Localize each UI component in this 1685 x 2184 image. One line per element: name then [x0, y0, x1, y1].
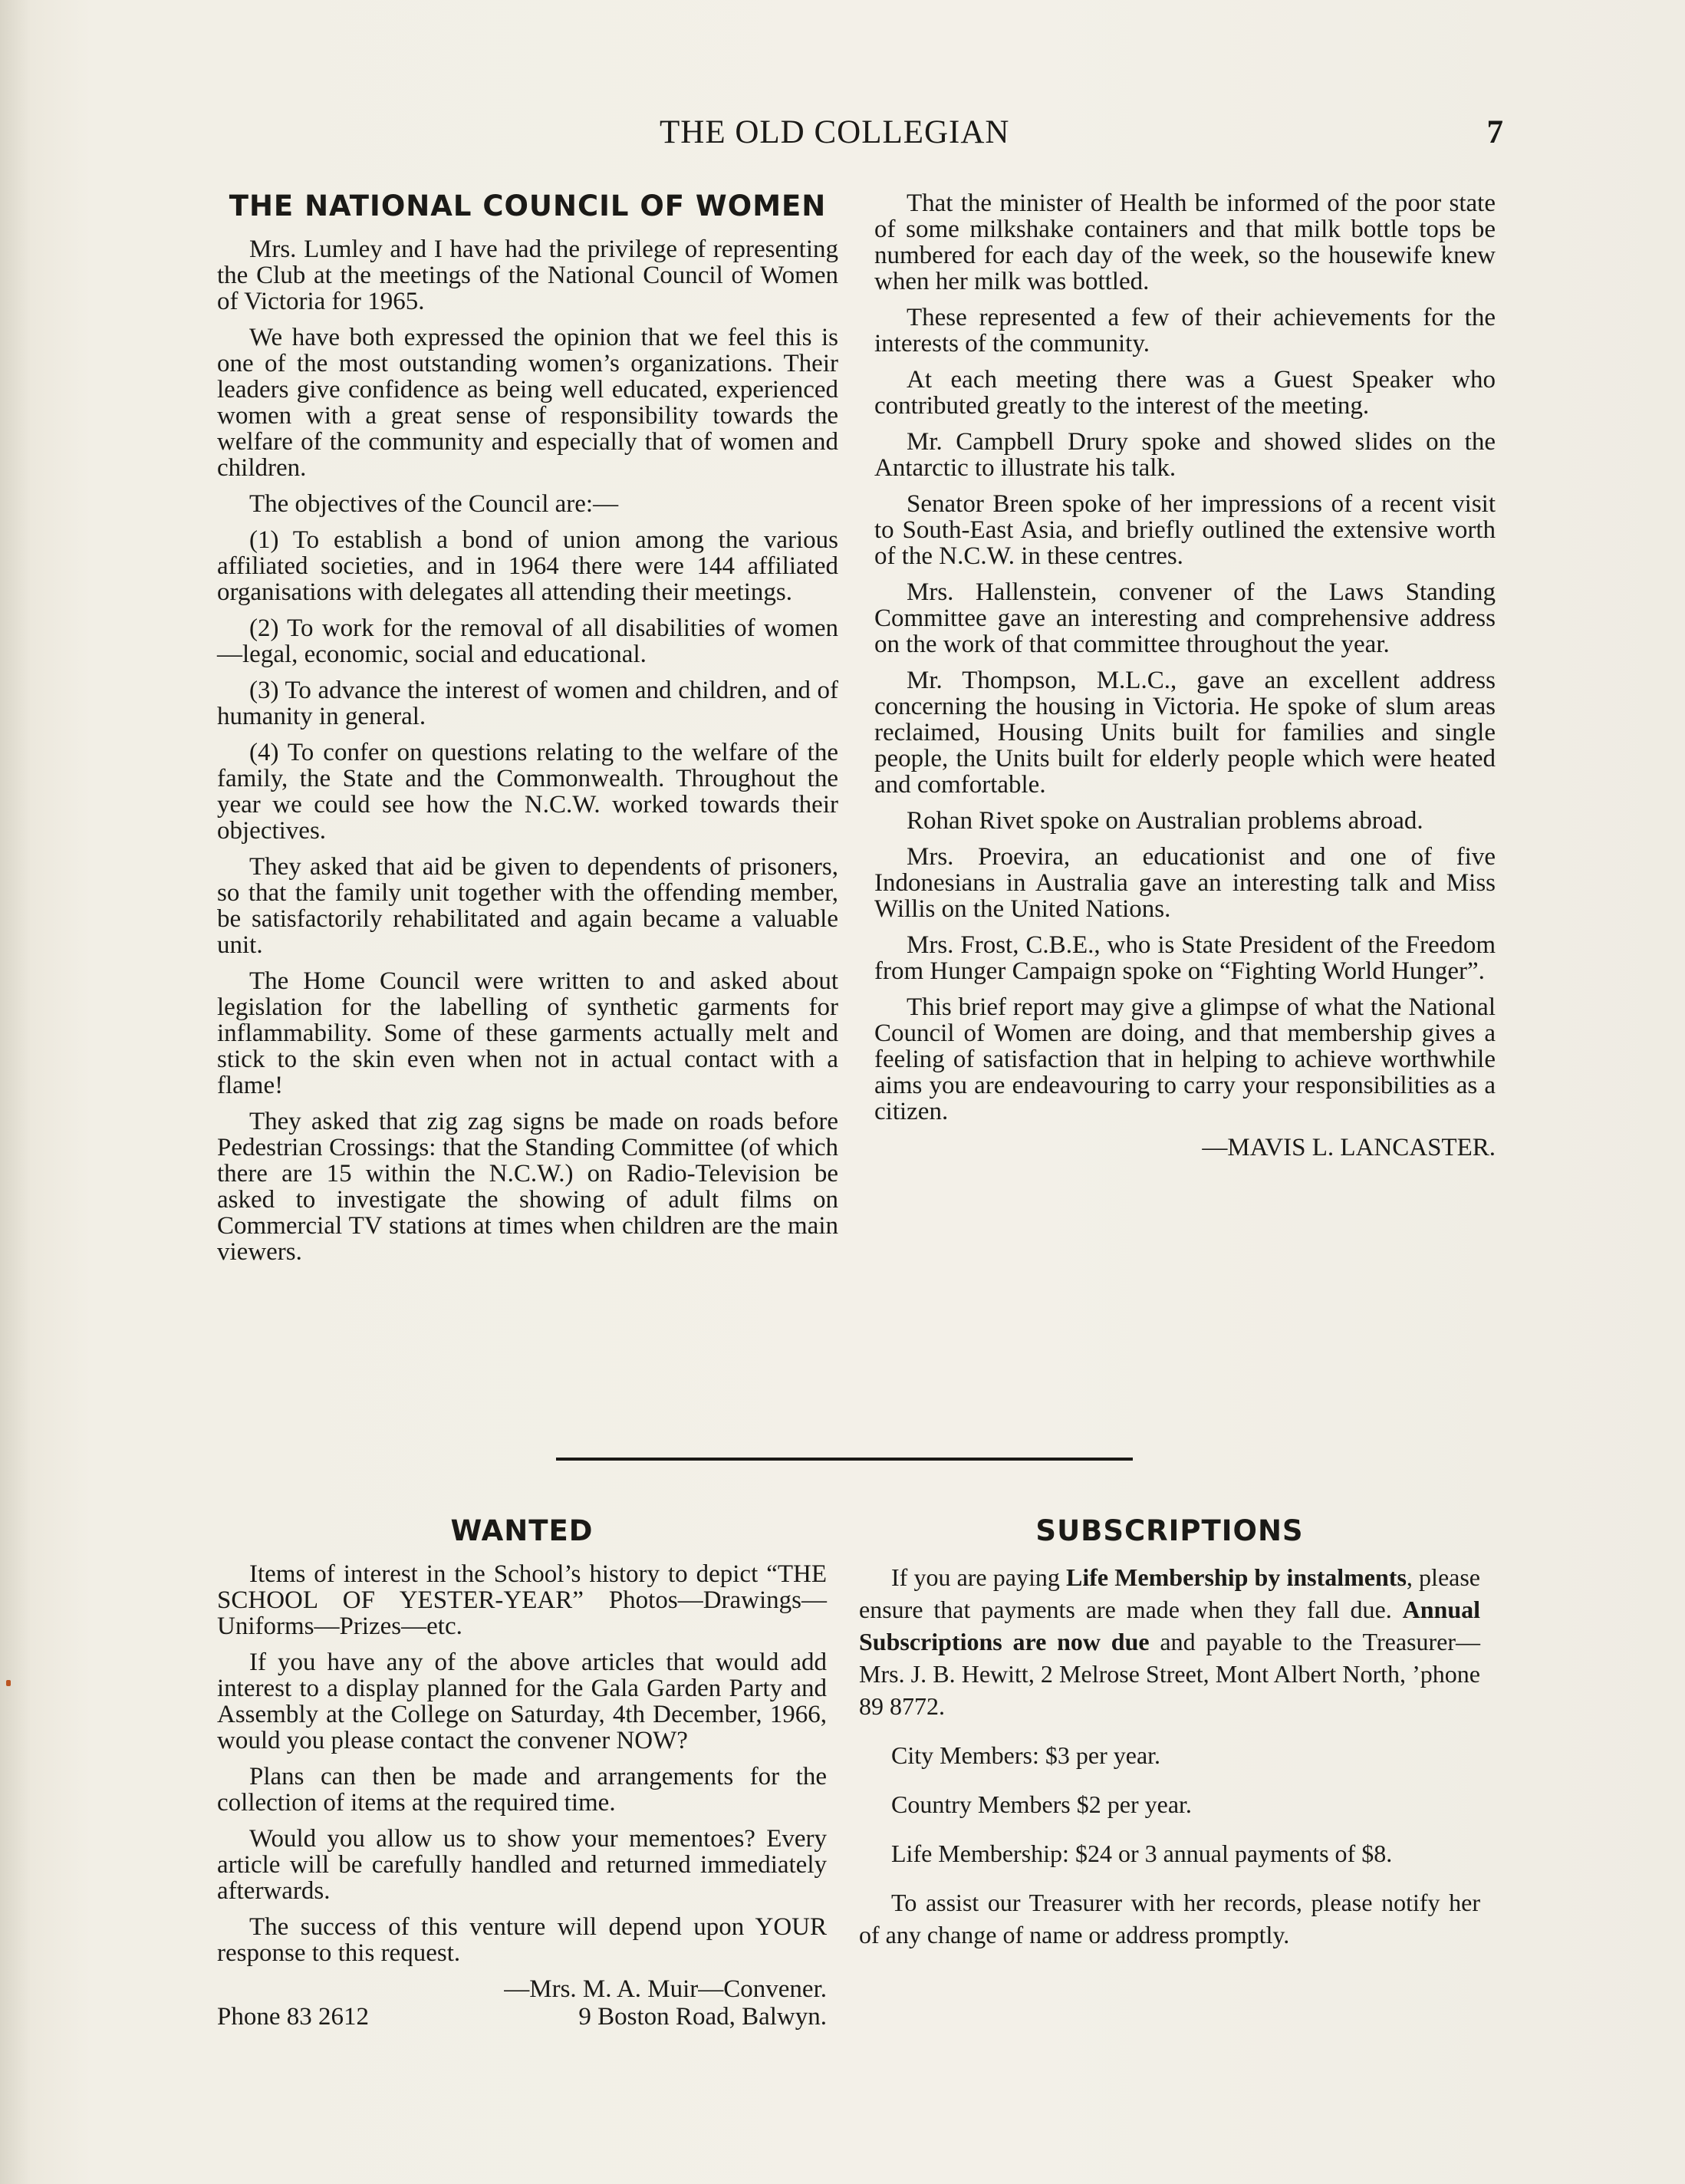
ncw-article-left-column [217, 190, 838, 1275]
wanted-paragraph: Plans can then be made and arrangements for the collection of items at the required time. [217, 1763, 827, 1817]
ncw-heading: THE NATIONAL COUNCIL OF WOMEN [229, 189, 827, 222]
wanted-paragraph: Would you allow us to show your mementoes? Every article will be carefully handled and returned immediately afterwards. [217, 1825, 827, 1905]
ncw-paragraph: (1) To establish a bond of union among the various affiliated societies, and in 1964 there were 144 affiliated organisations with delegates all attending their meetings. [217, 526, 838, 606]
ncw-paragraph: They asked that zig zag signs be made on roads before Pedestrian Crossings: that the Standing Committee (of which there are 15 within the N.C.W.) on Radio-Television be asked to investigate the showing of adult films on Commercial TV stations at times when children are the main viewers. [217, 1108, 838, 1266]
ncw-paragraph: At each meeting there was a Guest Speaker who contributed greatly to the interest of the meeting. [874, 366, 1496, 420]
ncw-paragraph: Mr. Thompson, M.L.C., gave an excellent address concerning the housing in Victoria. He spoke of slum areas reclaimed, Housing Units built for families and single people, the Units built for elderly people which were heated and comfortable. [874, 667, 1496, 799]
subs-text: If you are paying [891, 1563, 1066, 1591]
ncw-paragraph: Mrs. Hallenstein, convener of the Laws Standing Committee gave an interesting and comprehensive address on the work of that committee throughout the year. [874, 578, 1496, 658]
subs-text: , please ensure that payments are made when they fall due. [859, 1563, 1481, 1623]
ncw-paragraph: We have both expressed the opinion that we feel this is one of the most outstanding women’s organizations. Their leaders give confidence as being well educated, experienced women with a great sense of responsibility towards the welfare of the community and especially that of women and children. [217, 324, 838, 482]
page-header [660, 114, 1503, 160]
wanted-paragraph: The success of this venture will depend upon YOUR response to this request. [217, 1913, 827, 1967]
wanted-phone: Phone 83 2612 [217, 2003, 369, 2031]
subs-bold-text: Annual Subscriptions are now due [859, 1596, 1480, 1655]
subscriptions-notice [859, 1515, 1480, 1968]
page-edge-mark [6, 1680, 11, 1686]
ncw-paragraph: Mr. Campbell Drury spoke and showed slides on the Antarctic to illustrate his talk. [874, 428, 1496, 482]
subscriptions-paragraph [859, 1561, 1480, 1722]
running-title: THE OLD COLLEGIAN [660, 114, 1010, 150]
subs-life-rate: Life Membership: $24 or 3 annual payments of $8. [891, 1840, 1393, 1867]
ncw-paragraph: (4) To confer on questions relating to the welfare of the family, the State and the Commonwealth. Throughout the year we could see how the N.C.W. worked towards their objectives. [217, 739, 838, 845]
ncw-paragraph: Senator Breen spoke of her impressions of a recent visit to South-East Asia, and briefly outlined the extensive worth of the N.C.W. in these centres. [874, 490, 1496, 570]
wanted-address: 9 Boston Road, Balwyn. [578, 2003, 827, 2031]
subs-text: and payable to the Treasurer—Mrs. J. B. Hewitt, 2 Melrose Street, Mont Albert North, ’phone 89 8772. [859, 1628, 1481, 1720]
wanted-heading: WANTED [450, 1514, 594, 1547]
ncw-paragraph: That the minister of Health be informed of the poor state of some milkshake containers and that milk bottle tops be numbered for each day of the week, so the housewife knew when her milk was bottled. [874, 189, 1496, 295]
ncw-paragraph: Mrs. Lumley and I have had the privilege of representing the Club at the meetings of the National Council of Women of Victoria for 1965. [217, 236, 838, 315]
ncw-paragraph: These represented a few of their achievements for the interests of the community. [874, 304, 1496, 357]
subscriptions-heading: SUBSCRIPTIONS [1035, 1514, 1304, 1547]
wanted-paragraph: If you have any of the above articles that would add interest to a display planned for the Gala Garden Party and Assembly at the College on Saturday, 4th December, 1966, would you please contact the convener NOW? [217, 1649, 827, 1754]
ncw-paragraph: The objectives of the Council are:— [249, 490, 619, 518]
wanted-contact-line [217, 2004, 827, 2030]
ncw-paragraph: They asked that aid be given to dependents of prisoners, so that the family unit together with the offending member, be satisfactorily rehabilitated and again became a valuable unit. [217, 853, 838, 959]
ncw-paragraph: Mrs. Frost, C.B.E., who is State President of the Freedom from Hunger Campaign spoke on “Fighting World Hunger”. [874, 931, 1496, 985]
subs-closing: To assist our Treasurer with her records, please notify her of any change of name or address promptly. [859, 1889, 1480, 1948]
ncw-paragraph: (3) To advance the interest of women and children, and of humanity in general. [217, 677, 838, 730]
ncw-paragraph: This brief report may give a glimpse of what the National Council of Women are doing, and that membership gives a feeling of satisfaction that in helping to achieve worthwhile aims you are endeavouring to carry your responsibilities as a citizen. [874, 993, 1496, 1125]
subs-country-rate: Country Members $2 per year. [891, 1790, 1192, 1818]
ncw-paragraph: Mrs. Proevira, an educationist and one of five Indonesians in Australia gave an interesting talk and Miss Willis on the United Nations. [874, 843, 1496, 923]
ncw-paragraph: (2) To work for the removal of all disabilities of women—legal, economic, social and educational. [217, 614, 838, 668]
ncw-signature: —MAVIS L. LANCASTER. [1202, 1134, 1496, 1161]
section-divider [556, 1458, 1133, 1461]
wanted-paragraph: Items of interest in the School’s history to depict “THE SCHOOL OF YESTER-YEAR” Photos—Drawings—Uniforms—Prizes—etc. [217, 1560, 827, 1640]
ncw-paragraph: The Home Council were written to and asked about legislation for the labelling of synthetic garments for inflammability. Some of these garments actually melt and stick to the skin even when not in actual contact with a flame! [217, 967, 838, 1099]
wanted-notice [217, 1515, 827, 2030]
subs-city-rate: City Members: $3 per year. [891, 1741, 1161, 1769]
page-number: 7 [1486, 114, 1503, 150]
subs-bold-text: Life Membership by instalments [1065, 1563, 1407, 1591]
ncw-article-right-column [874, 190, 1496, 1161]
wanted-signature: —Mrs. M. A. Muir—Convener. [504, 1975, 827, 2003]
ncw-paragraph: Rohan Rivet spoke on Australian problems abroad. [907, 807, 1423, 835]
